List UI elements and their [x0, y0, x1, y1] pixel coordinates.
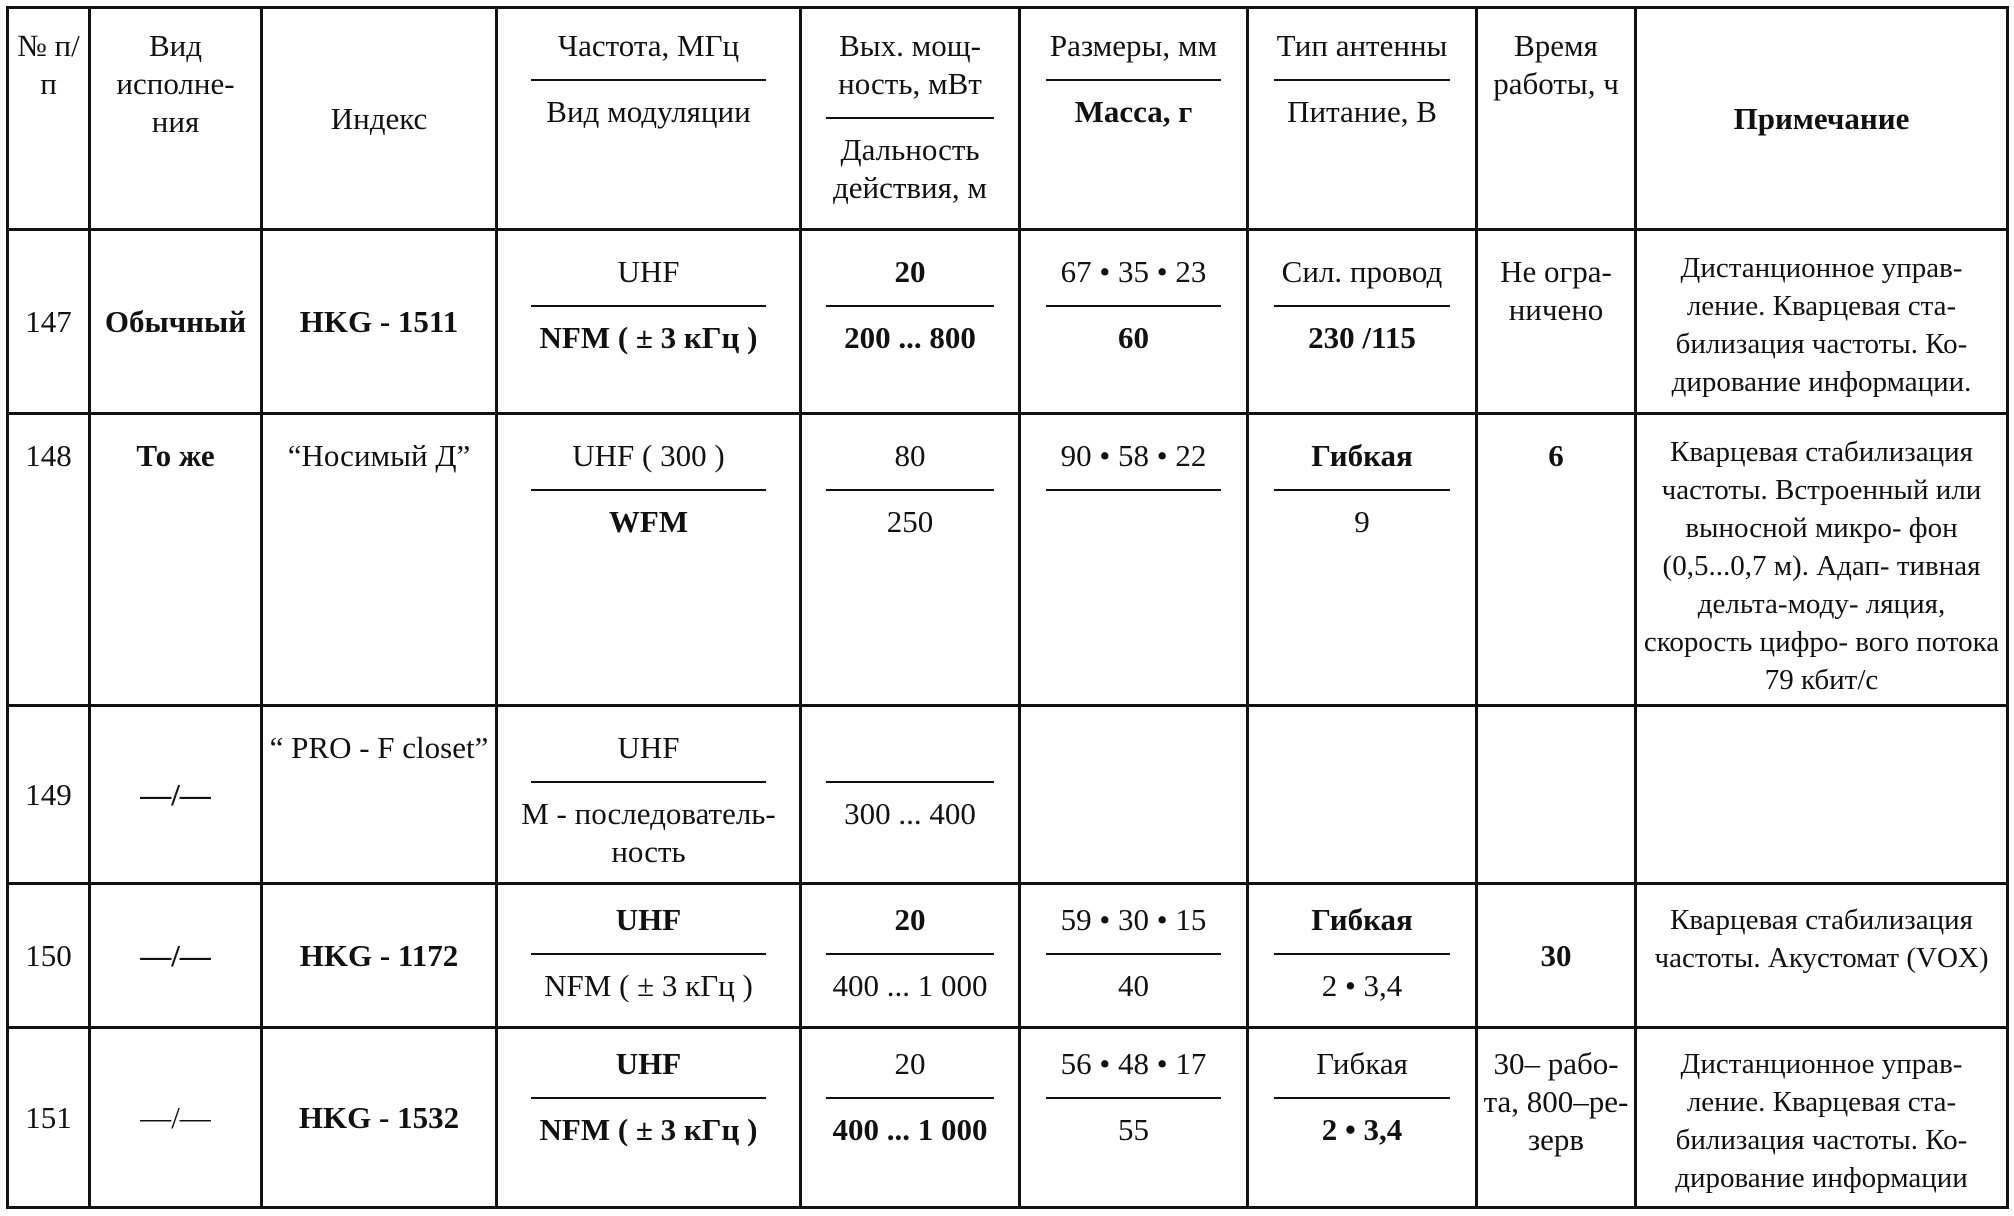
row-size: 67 • 35 • 23 — [1060, 254, 1207, 289]
row-power: 80 — [894, 438, 926, 473]
divider — [1046, 489, 1222, 491]
row-antenna: Гибкая — [1311, 902, 1413, 937]
row-size: 90 • 58 • 22 — [1060, 438, 1207, 473]
row-supply: 2 • 3,4 — [1321, 968, 1403, 1003]
table-row — [8, 414, 2008, 706]
row-size-cell — [1020, 230, 1248, 414]
table-row — [8, 230, 2008, 414]
row-power-cell — [801, 230, 1020, 414]
row-antenna: Гибкая — [1316, 1046, 1408, 1081]
row-freq: UHF ( 300 ) — [572, 438, 725, 473]
row-antenna-cell — [1248, 414, 1477, 706]
row-modulation: NFM ( ± 3 кГц ) — [544, 968, 753, 1003]
row-antenna-cell — [1248, 884, 1477, 1028]
header-row — [8, 8, 2008, 230]
row-time: 30– рабо- та, 800–ре- зерв — [1477, 1028, 1636, 1208]
divider — [1274, 953, 1450, 955]
row-type: То же — [90, 414, 262, 706]
row-mass: 40 — [1118, 968, 1149, 1003]
row-note — [1636, 706, 2008, 884]
row-size-cell — [1020, 1028, 1248, 1208]
header-freq: Частота, МГц — [557, 28, 740, 63]
row-time: 30 — [1477, 884, 1636, 1028]
row-power: 20 — [894, 902, 926, 937]
divider — [531, 305, 766, 307]
row-supply: 230 /115 — [1308, 320, 1416, 355]
row-supply: 9 — [1354, 504, 1370, 539]
row-modulation: NFM ( ± 3 кГц ) — [539, 1112, 758, 1147]
header-size-cell — [1020, 8, 1248, 230]
divider — [826, 489, 994, 491]
header-power-cell — [801, 8, 1020, 230]
table-row — [8, 706, 2008, 884]
row-power: 20 — [894, 1046, 926, 1081]
divider — [531, 781, 766, 783]
row-type: Обычный — [90, 230, 262, 414]
row-range: 400 ... 1 000 — [832, 1112, 988, 1147]
row-antenna: Гибкая — [1311, 438, 1413, 473]
row-power-cell — [801, 1028, 1020, 1208]
divider — [531, 489, 766, 491]
divider — [826, 781, 994, 783]
row-mass: 55 — [1118, 1112, 1149, 1147]
divider — [1046, 1097, 1222, 1099]
divider — [1046, 79, 1222, 81]
table-row — [8, 1028, 2008, 1208]
row-size-cell — [1020, 706, 1248, 884]
row-freq-cell — [497, 414, 801, 706]
header-modulation: Вид модуляции — [546, 94, 751, 129]
row-note: Кварцевая стабилизация частоты. Встроенный или выносной микро- фон (0,5...0,7 м). Адап- тивная дельта-моду- ляция, скорость цифро- вого потока 79 кбит/с — [1636, 414, 2008, 706]
row-power-cell — [801, 706, 1020, 884]
row-num: 148 — [8, 414, 90, 706]
row-index: “ PRO - F closet” — [262, 706, 497, 884]
divider — [826, 1097, 994, 1099]
row-modulation: M - последователь- ность — [521, 796, 776, 869]
row-size-cell — [1020, 884, 1248, 1028]
divider — [531, 79, 766, 81]
row-modulation: WFM — [608, 504, 689, 539]
row-index: HKG - 1511 — [262, 230, 497, 414]
row-time: Не огра- ничено — [1477, 230, 1636, 414]
header-supply: Питание, В — [1287, 94, 1437, 129]
row-power-cell — [801, 884, 1020, 1028]
row-size-cell — [1020, 414, 1248, 706]
header-antenna-cell — [1248, 8, 1477, 230]
transmitter-spec-table — [6, 6, 2009, 1209]
row-time: 6 — [1477, 414, 1636, 706]
divider — [1274, 1097, 1450, 1099]
divider — [826, 117, 994, 119]
row-type: —/— — [90, 706, 262, 884]
divider — [1274, 79, 1450, 81]
divider — [1274, 489, 1450, 491]
row-index: “Носимый Д” — [262, 414, 497, 706]
header-time: Время работы, ч — [1477, 8, 1636, 230]
row-index: HKG - 1172 — [262, 884, 497, 1028]
header-range: Дальность действия, м — [832, 132, 988, 205]
header-mass: Масса, г — [1074, 94, 1193, 129]
row-num: 149 — [8, 706, 90, 884]
row-antenna: Сил. провод — [1281, 254, 1443, 289]
row-index: HKG - 1532 — [262, 1028, 497, 1208]
row-freq: UHF — [615, 902, 682, 937]
header-type: Вид исполне- ния — [90, 8, 262, 230]
row-antenna-cell — [1248, 706, 1477, 884]
row-range: 300 ... 400 — [844, 796, 976, 831]
header-index: Индекс — [262, 8, 497, 230]
table-row — [8, 884, 2008, 1028]
row-freq: UHF — [617, 254, 680, 289]
divider — [531, 1097, 766, 1099]
row-freq-cell — [497, 884, 801, 1028]
row-freq: UHF — [615, 1046, 682, 1081]
row-freq-cell — [497, 706, 801, 884]
divider — [1046, 305, 1222, 307]
row-mass: 60 — [1118, 320, 1149, 355]
row-range: 200 ... 800 — [844, 320, 976, 355]
row-freq: UHF — [617, 730, 680, 765]
row-size: 56 • 48 • 17 — [1060, 1046, 1207, 1081]
row-freq-cell — [497, 1028, 801, 1208]
header-num: № п/п — [8, 8, 90, 230]
row-note: Кварцевая стабилизация частоты. Акустомат (VOX) — [1636, 884, 2008, 1028]
divider — [1274, 305, 1450, 307]
row-supply: 2 • 3,4 — [1321, 1112, 1403, 1147]
row-num: 151 — [8, 1028, 90, 1208]
row-type: —/— — [90, 884, 262, 1028]
row-antenna-cell — [1248, 1028, 1477, 1208]
row-num: 147 — [8, 230, 90, 414]
row-type: —/— — [90, 1028, 262, 1208]
header-freq-cell — [497, 8, 801, 230]
header-antenna: Тип антенны — [1276, 28, 1448, 63]
row-note: Дистанционное управ- ление. Кварцевая ста- билизация частоты. Ко- дирование информации — [1636, 1028, 2008, 1208]
header-note: Примечание — [1636, 8, 2008, 230]
row-note: Дистанционное управ- ление. Кварцевая ста- билизация частоты. Ко- дирование информации. — [1636, 230, 2008, 414]
header-size: Размеры, мм — [1049, 28, 1218, 63]
row-range: 250 — [886, 504, 934, 539]
row-modulation: NFM ( ± 3 кГц ) — [539, 320, 758, 355]
row-power-cell — [801, 414, 1020, 706]
row-num: 150 — [8, 884, 90, 1028]
divider — [1046, 953, 1222, 955]
header-power: Вых. мощ- ность, мВт — [838, 28, 982, 101]
divider — [531, 953, 766, 955]
row-freq-cell — [497, 230, 801, 414]
row-power: 20 — [894, 254, 926, 289]
divider — [826, 305, 994, 307]
row-size: 59 • 30 • 15 — [1060, 902, 1207, 937]
row-range: 400 ... 1 000 — [832, 968, 988, 1003]
divider — [826, 953, 994, 955]
row-time — [1477, 706, 1636, 884]
row-antenna-cell — [1248, 230, 1477, 414]
